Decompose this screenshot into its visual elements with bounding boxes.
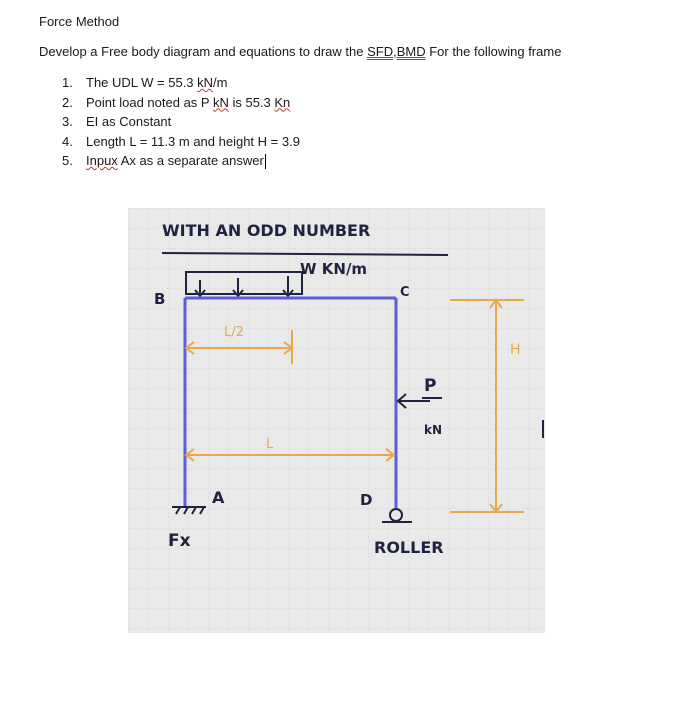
point-load-label: P [424,376,437,396]
list-item: 3. EI as Constant [62,114,172,129]
point-load-unit: kN [424,423,443,437]
intro-link-sfd-bmd: SFD,BMD [367,44,426,59]
document-title: Force Method [39,14,120,29]
text-cursor [265,154,266,169]
node-b-label: B [154,290,166,308]
half-span-label: L/2 [224,325,244,340]
list-item: 1. The UDL W = 55.3 kN/m [62,75,228,90]
height-label: H [510,342,521,358]
intro-suffix: For the following frame [425,44,562,59]
requirements-list [62,73,300,171]
node-d-label: D [360,491,373,509]
intro-prefix: Develop a Free body diagram and equations to draw the [39,44,368,59]
udl-label: W KN/m [300,260,368,278]
span-label: L [266,437,274,452]
support-a-label: A [212,488,225,507]
intro-paragraph [39,44,561,59]
reaction-fx-label: Fx [168,531,191,551]
frame-sketch-photo [128,208,545,633]
list-item: 5. Inpux Ax as a separate answer [62,153,264,168]
list-item: 2. Point load noted as P kN is 55.3 Kn [62,94,291,110]
list-item: 4. Length L = 11.3 m and height H = 3.9 [62,133,300,149]
node-c-label: C [400,285,410,300]
roller-label: ROLLER [374,538,444,557]
sketch-header: WITH AN ODD NUMBER [162,221,371,240]
